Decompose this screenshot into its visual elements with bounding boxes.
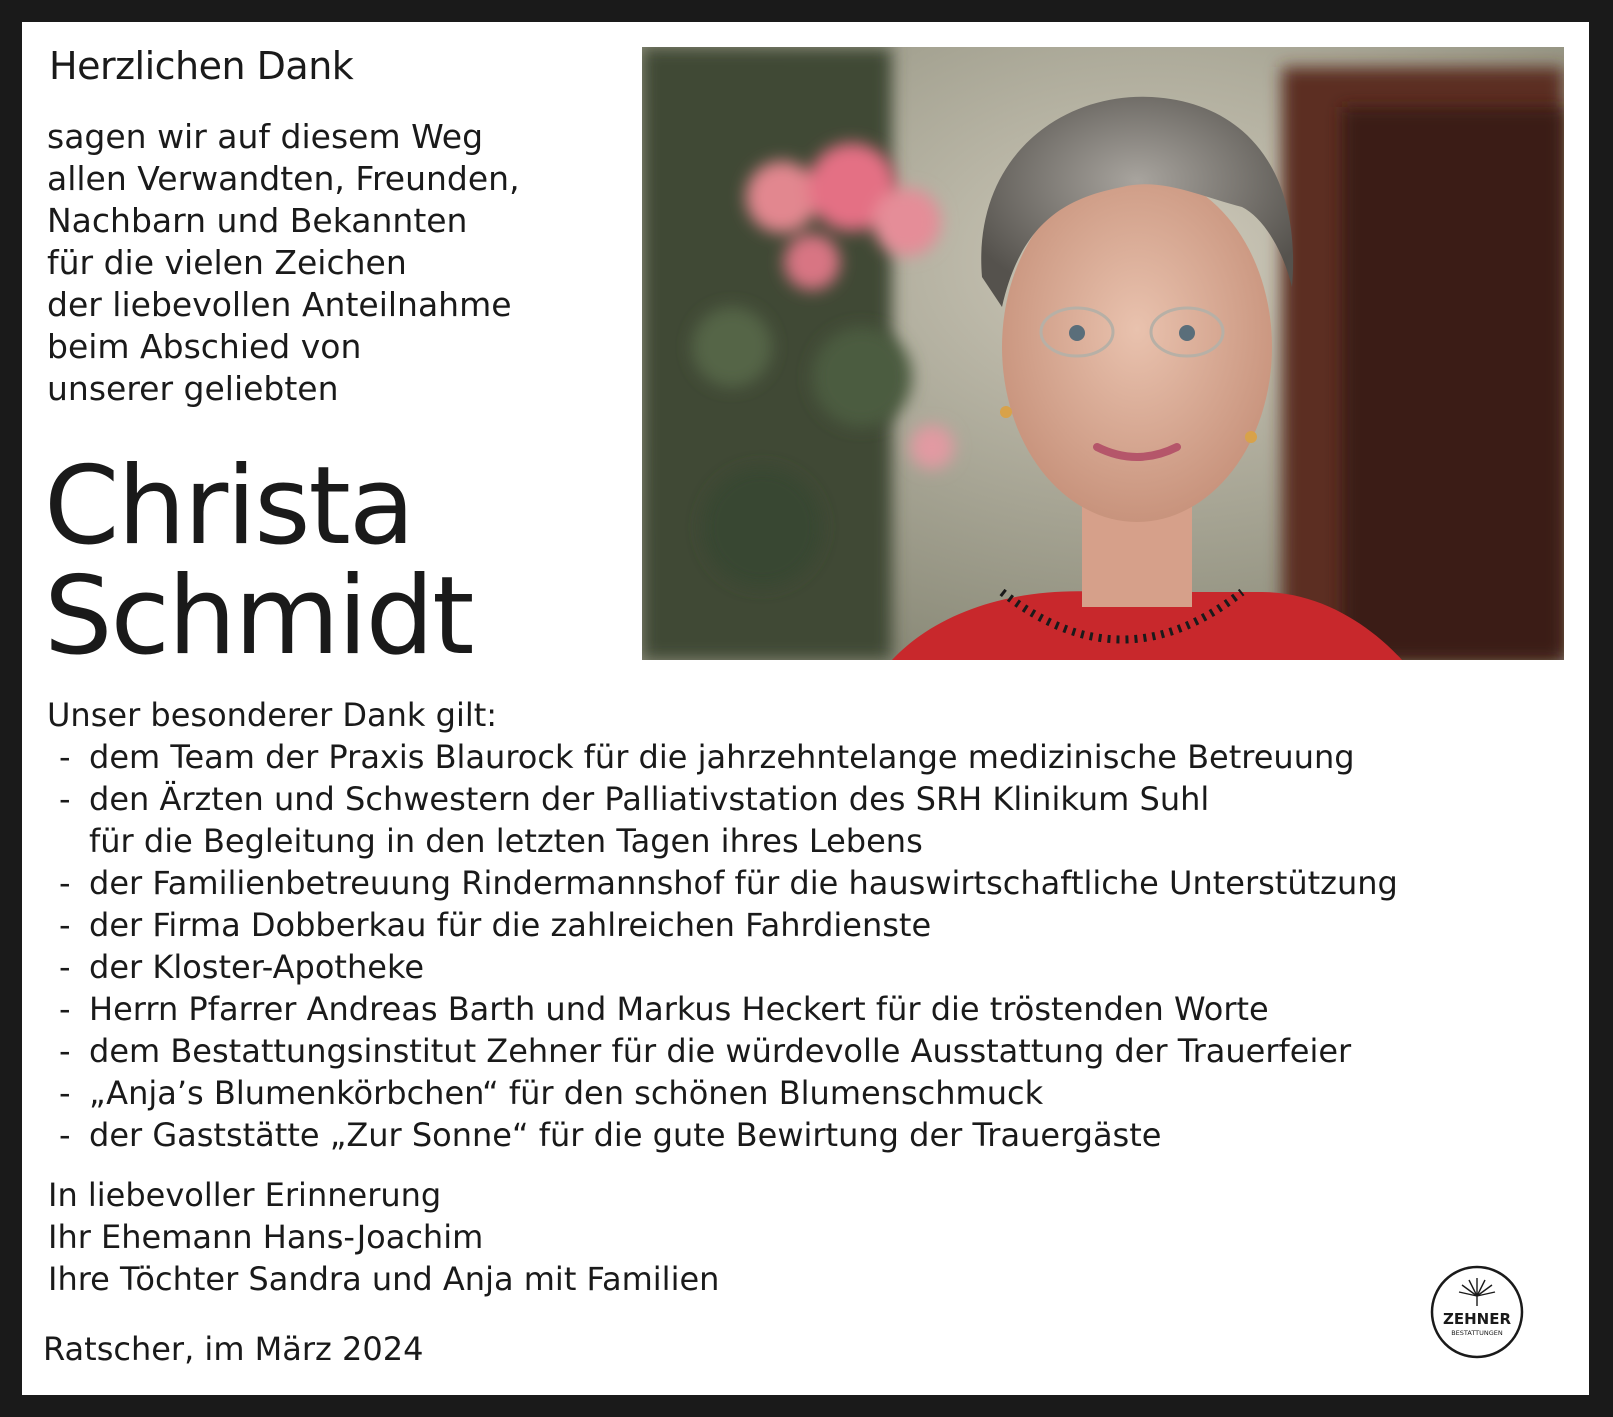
portrait-photo [642, 47, 1564, 660]
dash: - [59, 1116, 71, 1154]
signature-line: In liebevoller Erinnerung [48, 1176, 442, 1214]
list-item-text: der Gaststätte „Zur Sonne“ für die gute Bewirtung der Trauergäste [89, 1116, 1162, 1154]
dash: - [59, 990, 71, 1028]
list-item-text: dem Bestattungsinstitut Zehner für die würdevolle Ausstattung der Trauerfeier [89, 1032, 1352, 1070]
logo-subtitle: BESTATTUNGEN [1451, 1329, 1503, 1337]
dash: - [59, 780, 71, 818]
deceased-name [44, 444, 473, 679]
intro-line: sagen wir auf diesem Weg [47, 117, 484, 156]
intro-line: allen Verwandten, Freunden, [47, 159, 520, 198]
first-name: Christa [44, 444, 414, 569]
last-name: Schmidt [44, 554, 473, 679]
dash: - [59, 1074, 71, 1112]
list-item-text: dem Team der Praxis Blaurock für die jahrzehntelange medizinische Betreuung [89, 738, 1355, 776]
place-date: Ratscher, im März 2024 [43, 1330, 424, 1368]
list-item-text: „Anja’s Blumenkörbchen“ für den schönen Blumenschmuck [89, 1074, 1044, 1112]
list-item-text: der Familienbetreuung Rindermannshof für die hauswirtschaftliche Unterstützung [89, 864, 1398, 902]
list-item [47, 1030, 1398, 1072]
list-item-text: der Kloster-Apotheke [89, 948, 425, 986]
signature-line: Ihre Töchter Sandra und Anja mit Familien [48, 1260, 720, 1298]
intro-line: der liebevollen Anteilnahme [47, 285, 512, 324]
dash: - [59, 864, 71, 902]
signature [48, 1174, 719, 1300]
list-item [47, 946, 1398, 988]
logo-name: ZEHNER [1442, 1310, 1512, 1328]
dash: - [59, 738, 71, 776]
obituary-card [22, 22, 1589, 1395]
zehner-logo [1429, 1264, 1525, 1360]
thanks-section [47, 694, 1398, 1156]
intro-line: Nachbarn und Bekannten [47, 201, 468, 240]
intro-line: unserer geliebten [47, 369, 339, 408]
intro-line: für die vielen Zeichen [47, 243, 407, 282]
intro-text [47, 116, 520, 410]
list-item-text: den Ärzten und Schwestern der Palliativstation des SRH Klinikum Suhl [89, 780, 1210, 818]
list-item [47, 778, 1398, 862]
list-item [47, 988, 1398, 1030]
list-item [47, 904, 1398, 946]
list-item-text: Herrn Pfarrer Andreas Barth und Markus Heckert für die tröstenden Worte [89, 990, 1269, 1028]
list-item [47, 736, 1398, 778]
list-item [47, 862, 1398, 904]
list-item [47, 1072, 1398, 1114]
signature-line: Ihr Ehemann Hans-Joachim [48, 1218, 484, 1256]
intro-line: beim Abschied von [47, 327, 362, 366]
list-item-text: der Firma Dobberkau für die zahlreichen Fahrdienste [89, 906, 932, 944]
thanks-title: Unser besonderer Dank gilt: [47, 696, 498, 734]
list-item-continuation: für die Begleitung in den letzten Tagen ihres Lebens [89, 822, 923, 860]
thanks-list [47, 736, 1398, 1156]
dash: - [59, 948, 71, 986]
dash: - [59, 906, 71, 944]
list-item [47, 1114, 1398, 1156]
heading: Herzlichen Dank [49, 44, 354, 88]
dash: - [59, 1032, 71, 1070]
